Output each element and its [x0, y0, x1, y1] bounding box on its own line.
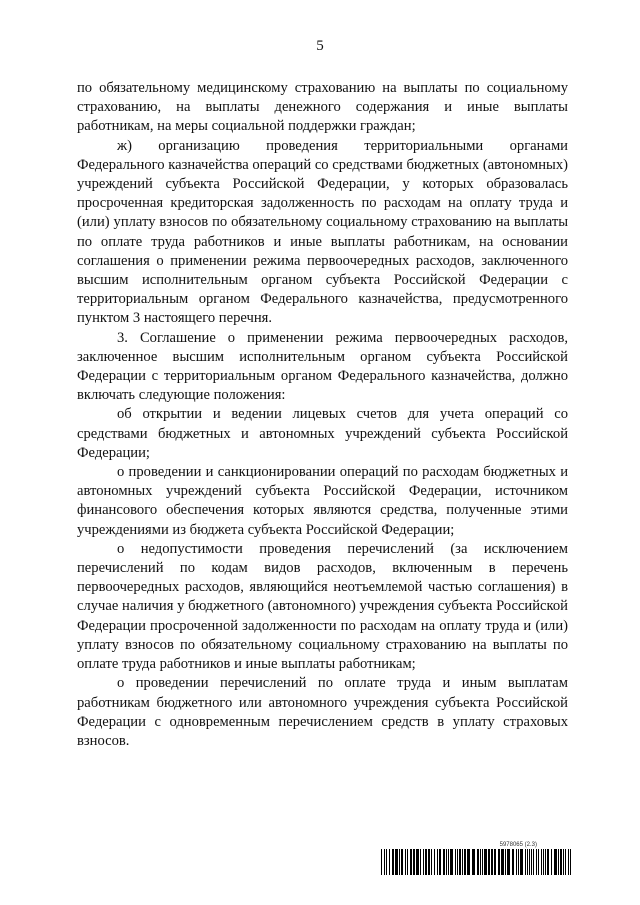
- barcode-block: [381, 842, 571, 875]
- paragraph: о проведении и санкционировании операций по расходам бюджетных и автономных учреждений субъекта Российской Федерации, источником финансового обеспечения которых являются средства, полученные этими учреждениями из бюджета субъекта Российской Федерации;: [77, 464, 568, 538]
- paragraph: об открытии и ведении лицевых счетов для учета операций со средствами бюджетных и автономных учреждений субъекта Российской Федерации;: [77, 406, 568, 461]
- page-number: 5: [316, 38, 324, 54]
- paragraph: 3. Соглашение о применении режима первоочередных расходов, заключенное высшим исполнительным органом субъекта Российской Федерации с территориальным органом Федерального казначейства, должно включать следующие положения:: [77, 329, 568, 404]
- paragraph: по обязательному медицинскому страхованию на выплаты по социальному страхованию, на выплаты денежного содержания и иные выплаты работникам, на меры социальной поддержки граждан;: [77, 80, 568, 135]
- barcode-code: 5978065 (2.3): [499, 842, 537, 848]
- paragraph: ж) организацию проведения территориальными органами Федерального казначейства операций со средствами бюджетных (автономных) учреждений субъекта Российской Федерации, у которых образовалась просроченная кредиторская задолженность по расходам на оплату труда и (или) уплату взносов по обязательному социальному страхованию на выплаты по оплате труда работников и иные выплаты работникам, на основании соглашения о применении режима первоочередных расходов, заключенного высшим исполнительным органом субъекта Российской Федерации с территориальным органом Федерального казначейства, предусмотренного пунктом 3 настоящего перечня.: [77, 137, 568, 327]
- paragraph: о недопустимости проведения перечислений (за исключением перечислений по кодам видов расходов, включенным в перечень первоочередных расходов, являющийся неотъемлемой частью соглашения) в случае наличия у бюджетного (автономного) учреждения субъекта Российской Федерации просроченной задолженности по расходам на оплату труда и (или) уплату взносов по обязательному социальному страхованию на выплаты по оплате труда работников и иные выплаты работникам;: [77, 540, 568, 673]
- paragraph: о проведении перечислений по оплате труда и иным выплатам работникам бюджетного или автономного учреждения субъекта Российской Федерации с одновременным перечислением средств в уплату страховых взносов.: [77, 675, 568, 749]
- document-body: [77, 79, 568, 751]
- barcode-icon: [381, 849, 571, 875]
